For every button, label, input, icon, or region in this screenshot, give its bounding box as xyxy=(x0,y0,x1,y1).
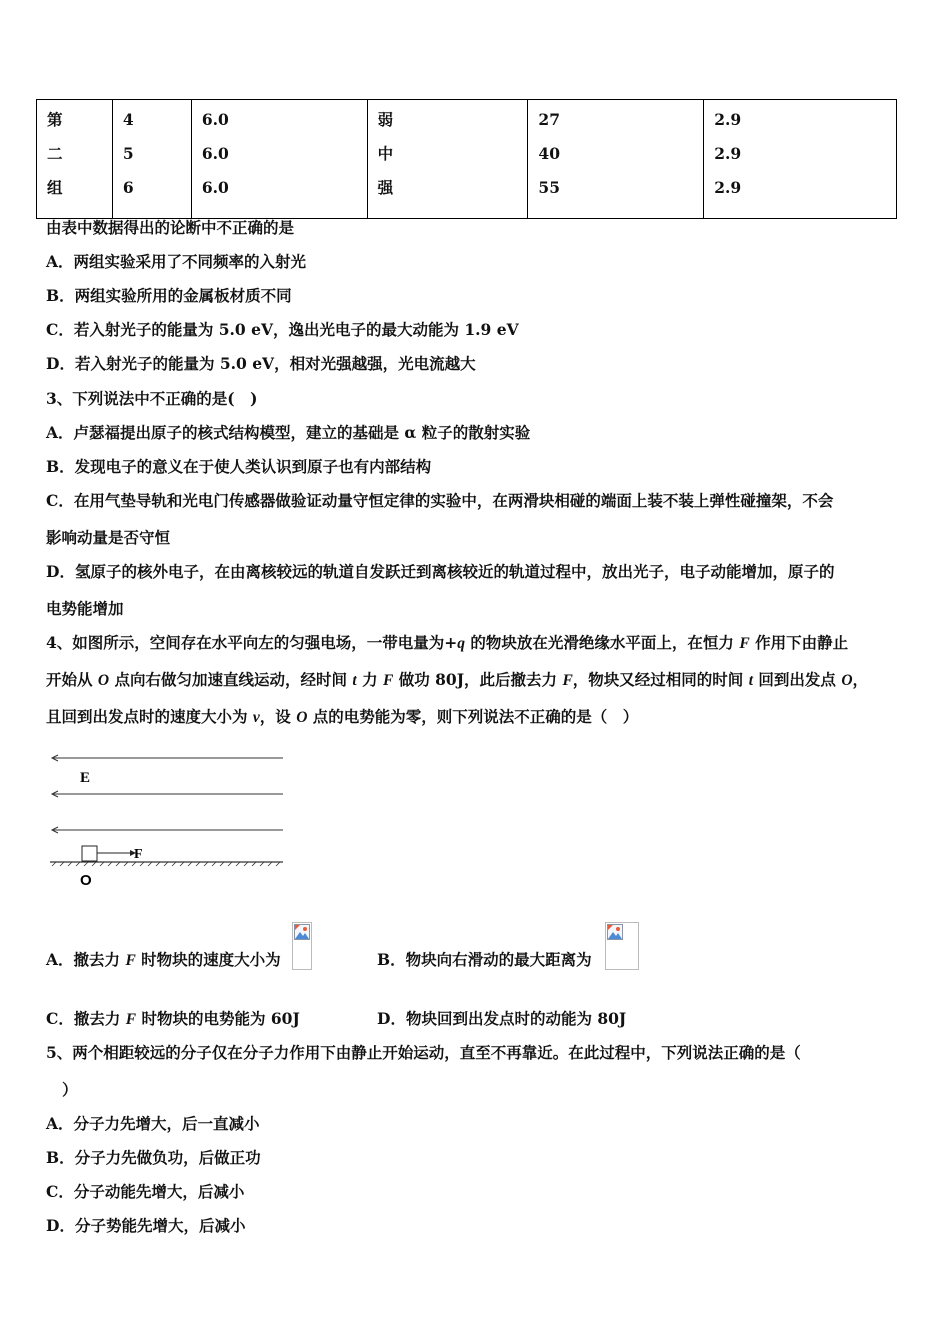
q5-stem-line1: 5、两个相距较远的分子仅在分子力作用下由静止开始运动，直至不再靠近。在此过程中，下列说法正确的是（ xyxy=(46,1043,801,1062)
q3-stem: 3、下列说法中不正确的是( ) xyxy=(46,389,258,408)
origin-label: O xyxy=(80,872,92,889)
q5-stem-line2: ） xyxy=(62,1080,78,1099)
group-cell: 第 二 组 xyxy=(37,100,113,219)
broken-image-icon xyxy=(294,924,310,940)
kinetic-energy-cell: 2.9 2.9 2.9 xyxy=(704,100,897,219)
q2-option-c: C．若入射光子的能量为 5.0 eV，逸出光电子的最大动能为 1.9 eV xyxy=(46,320,519,339)
data-table xyxy=(36,99,897,219)
q2-option-a: A．两组实验采用了不同频率的入射光 xyxy=(46,252,307,271)
field-label: E xyxy=(80,770,91,786)
q3-option-a: A．卢瑟福提出原子的核式结构模型，建立的基础是 α 粒子的散射实验 xyxy=(46,423,531,442)
electric-field-figure xyxy=(46,748,286,893)
q5-option-d: D．分子势能先增大，后减小 xyxy=(46,1216,246,1235)
q2-prompt: 由表中数据得出的论断中不正确的是 xyxy=(46,218,295,237)
broken-image-icon xyxy=(607,924,623,940)
q4-stem-line3: 且回到出发点时的速度大小为 v，设 O 点的电势能为零，则下列说法不正确的是（ ） xyxy=(46,707,639,726)
force-label: F xyxy=(134,847,143,862)
q4-stem-line2: 开始从 O 点向右做匀加速直线运动，经时间 t 力 F 做功 80J，此后撤去力 F，物块又经过相同的时间 t 回到出发点 O， xyxy=(46,670,869,689)
q3-option-c-line1: C．在用气垫导轨和光电门传感器做验证动量守恒定律的实验中，在两滑块相碰的端面上装不装上弹性碰撞架，不会 xyxy=(46,491,834,510)
q4-stem-line1: 4、如图所示，空间存在水平向左的匀强电场，一带电量为+q 的物块放在光滑绝缘水平面上，在恒力 F 作用下由静止 xyxy=(46,633,849,652)
q4-option-d: D．物块回到出发点时的动能为 80J xyxy=(377,1009,627,1028)
q4-option-a: A．撤去力 F 时物块的速度大小为 xyxy=(46,950,281,969)
intensity-cell: 弱 中 强 xyxy=(367,100,528,219)
block xyxy=(82,846,97,861)
q3-option-c-line2: 影响动量是否守恒 xyxy=(46,528,171,547)
q3-option-d-line2: 电势能增加 xyxy=(46,599,124,618)
q2-option-b: B．两组实验所用的金属板材质不同 xyxy=(46,286,292,305)
broken-image-placeholder xyxy=(605,922,639,970)
q5-option-b: B．分子力先做负功，后做正功 xyxy=(46,1148,261,1167)
q5-option-c: C．分子动能先增大，后减小 xyxy=(46,1182,245,1201)
q2-option-d: D．若入射光子的能量为 5.0 eV，相对光强越强，光电流越大 xyxy=(46,354,476,373)
q3-option-d-line1: D．氢原子的核外电子，在由离核较远的轨道自发跃迁到离核较近的轨道过程中，放出光子，电子动能增加，原子的 xyxy=(46,562,835,581)
q5-option-a: A．分子力先增大，后一直减小 xyxy=(46,1114,260,1133)
current-cell: 27 40 55 xyxy=(528,100,704,219)
q3-option-b: B．发现电子的意义在于使人类认识到原子也有内部结构 xyxy=(46,457,432,476)
number-cell: 4 5 6 xyxy=(112,100,191,219)
q4-option-c: C．撤去力 F 时物块的电势能为 60J xyxy=(46,1009,300,1028)
q4-option-b: B．物块向右滑动的最大距离为 xyxy=(377,950,592,969)
energy-cell: 6.0 6.0 6.0 xyxy=(191,100,367,219)
broken-image-placeholder xyxy=(292,922,312,970)
